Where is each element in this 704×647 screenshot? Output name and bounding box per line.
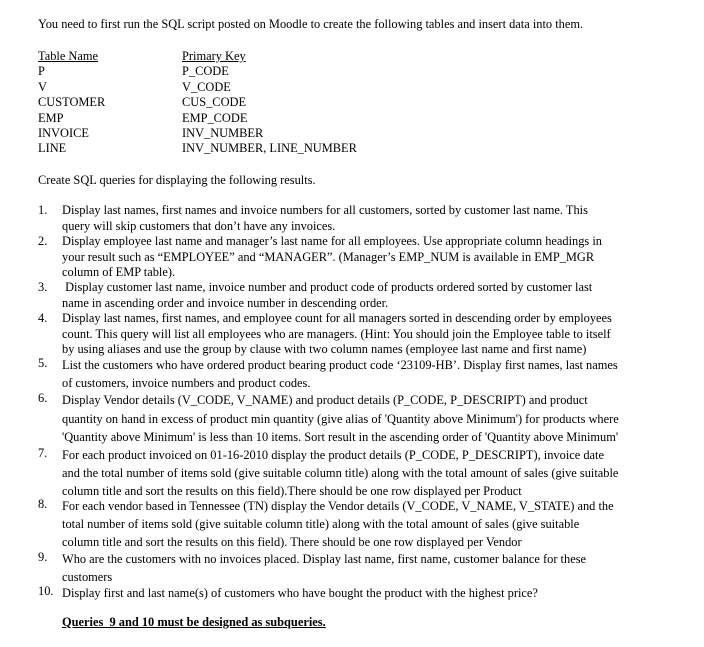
subquery-note: Queries 9 and 10 must be designed as subqueries. — [62, 615, 326, 629]
question-number: 9. — [38, 550, 48, 564]
question-number: 7. — [38, 446, 48, 460]
question-text: Display Vendor details (V_CODE, V_NAME) and product details (P_CODE, P_DESCRIPT) and product quantity on hand in excess of product min quantity (give alias of 'Quantity above Minimum') for products where 'Quantity above Minimum' is less than 10 items. Sort result in the ascending order of 'Quantity above Minimum' — [62, 393, 619, 444]
table-name-cell: LINE — [38, 141, 67, 156]
table-row — [38, 111, 357, 126]
question-number: 5. — [38, 356, 48, 370]
primary-key-cell: INV_NUMBER, LINE_NUMBER — [182, 141, 357, 156]
question-text: Display first and last name(s) of customers who have bought the product with the highest price? — [62, 586, 538, 600]
question-text: For each product invoiced on 01-16-2010 display the product details (P_CODE, P_DESCRIPT), invoice date and the total number of items sold (give suitable column title) along with the total amount of sales (give suitable column title and sort the results on this field).There should be one row displayed per Product — [62, 448, 619, 498]
primary-key-cell: V_CODE — [182, 79, 231, 94]
question-number: 1. — [38, 203, 48, 217]
create-heading: Create SQL queries for displaying the following results. — [38, 173, 316, 187]
table-row — [38, 141, 357, 156]
primary-key-cell: INV_NUMBER — [182, 125, 264, 140]
table-name-header: Table Name — [38, 49, 99, 63]
question-number: 10. — [38, 584, 54, 598]
question-number: 2. — [38, 234, 48, 248]
question-text: Display customer last name, invoice number and product code of products ordered sorted by customer last name in ascending order and invoice number in descending order. — [62, 280, 593, 310]
table-name-cell: INVOICE — [38, 125, 89, 140]
question-number: 3. — [38, 280, 48, 294]
question-number: 8. — [38, 497, 48, 511]
table-row — [38, 64, 357, 79]
question-text: Who are the customers with no invoices placed. Display last name, first name, customer balance for these customers — [62, 552, 587, 584]
question-number: 4. — [38, 311, 48, 325]
question-text: For each vendor based in Tennessee (TN) display the Vendor details (V_CODE, V_NAME, V_STATE) and the total number of items sold (give suitable column title) along with the total amount of sales (give suitable column title and sort the results on this field). There should be one row displayed per Vendor — [62, 499, 614, 549]
primary-key-header: Primary Key — [182, 49, 246, 63]
question-number: 6. — [38, 391, 48, 405]
primary-key-cell: EMP_CODE — [182, 110, 248, 125]
question-text: Display last names, first names and invoice numbers for all customers, sorted by customer last name. This query will skip customers that don’t have any invoices. — [62, 203, 588, 233]
table-name-cell: P — [38, 64, 45, 79]
question-text: Display employee last name and manager’s last name for all employees. Use appropriate column headings in your result such as “EMPLOYEE” and “MANAGER”. (Manager’s EMP_NUM is available in EMP_MGR column of EMP table). — [62, 234, 602, 279]
question-text: Display last names, first names, and employee count for all managers sorted in descending order by employees count. This query will list all employees who are managers. (Hint: You should join the Employee table to itself by using aliases and use the group by clause with two column names (employee last name and first name) — [62, 311, 612, 356]
table-row — [38, 95, 357, 110]
primary-key-cell: CUS_CODE — [182, 95, 247, 110]
primary-key-table — [38, 49, 357, 157]
primary-key-cell: P_CODE — [182, 64, 229, 79]
table-name-cell: EMP — [38, 110, 64, 125]
table-row — [38, 126, 357, 141]
question-text: List the customers who have ordered product bearing product code ‘23109-HB’. Display first names, last names of customers, invoice numbers and product codes. — [62, 358, 618, 390]
table-name-cell: V — [38, 79, 47, 94]
table-header-row — [38, 49, 357, 64]
intro-text: You need to first run the SQL script posted on Moodle to create the following tables and insert data into them. — [38, 17, 584, 31]
table-name-cell: CUSTOMER — [38, 95, 106, 110]
table-row — [38, 80, 357, 95]
